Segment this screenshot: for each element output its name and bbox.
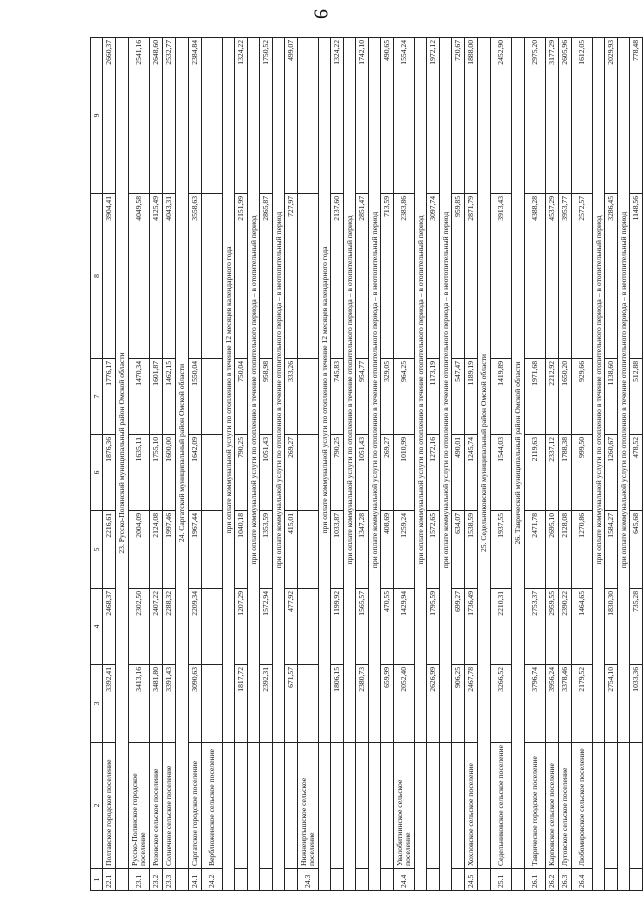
- tariff-value-cell: 1876,36: [103, 435, 116, 511]
- tariff-value-cell: 4537,29: [546, 194, 559, 359]
- district-title: 26. Таврический муниципальный район Омской области: [512, 38, 525, 869]
- row-number-cell: [427, 869, 440, 891]
- row-number-cell: 24.4: [394, 869, 415, 891]
- tariff-value-cell: 1997,46: [163, 511, 176, 589]
- tariff-value-cell: 2392,31: [260, 665, 273, 743]
- row-number-cell: 24.2: [202, 869, 223, 891]
- tariff-value-cell: [202, 435, 223, 511]
- header-cell: 4: [91, 589, 103, 665]
- district-section-row: [512, 38, 525, 891]
- tariff-value-cell: 490,01: [452, 435, 465, 511]
- table-row: [235, 38, 248, 891]
- tariff-value-cell: 2753,37: [525, 589, 546, 665]
- tariff-value-cell: 1033,87: [331, 511, 344, 589]
- tariff-value-cell: 2390,22: [559, 589, 572, 665]
- tariff-value-cell: 999,50: [572, 435, 593, 511]
- row-number-cell: 26.4: [572, 869, 593, 891]
- blank-cell: [478, 869, 491, 891]
- table-row: [260, 38, 273, 891]
- tariff-value-cell: 478,52: [630, 435, 643, 511]
- tariff-value-cell: [202, 589, 223, 665]
- tariff-value-cell: 1033,36: [630, 665, 643, 743]
- tariff-value-cell: 2288,32: [163, 589, 176, 665]
- tariff-value-cell: 3904,41: [103, 194, 116, 359]
- tariff-value-cell: 3558,63: [189, 194, 202, 359]
- tariff-value-cell: 3913,43: [491, 194, 512, 359]
- tariff-value-cell: 3953,77: [559, 194, 572, 359]
- tariff-value-cell: 2004,09: [129, 511, 150, 589]
- tariff-value-cell: 2605,96: [559, 38, 572, 194]
- tariff-value-cell: 3796,74: [525, 665, 546, 743]
- tariff-value-cell: 958,98: [260, 359, 273, 435]
- tariff-value-cell: 1419,89: [491, 359, 512, 435]
- settlement-name-cell: [605, 743, 618, 869]
- tariff-value-cell: 699,27: [452, 589, 465, 665]
- tariff-value-cell: 2209,34: [189, 589, 202, 665]
- tariff-value-cell: 1550,04: [189, 359, 202, 435]
- settlement-name-cell: [381, 743, 394, 869]
- tariff-value-cell: 1051,43: [260, 435, 273, 511]
- tariff-value-cell: 2179,52: [572, 665, 593, 743]
- row-number-cell: 26.1: [525, 869, 546, 891]
- tariff-value-cell: 2384,84: [189, 38, 202, 194]
- blank-cell: [273, 743, 285, 891]
- payment-mode-note: при оплате коммунальной услуги по отоплению в течение отопительного периода – в отопительный период: [344, 38, 356, 743]
- tariff-value-cell: 1572,65: [427, 511, 440, 589]
- tariff-value-cell: 1138,60: [605, 359, 618, 435]
- tariff-value-cell: 1245,74: [465, 435, 478, 511]
- tariff-value-cell: 2212,92: [546, 359, 559, 435]
- tariff-value-cell: 2380,73: [356, 665, 369, 743]
- row-number-cell: 24.3: [298, 869, 319, 891]
- row-number-cell: [452, 869, 465, 891]
- row-number-cell: 23.1: [129, 869, 150, 891]
- settlement-name-cell: Солнечное сельское поселение: [163, 743, 176, 869]
- tariff-value-cell: 1650,20: [559, 359, 572, 435]
- tariff-value-cell: 1937,55: [491, 511, 512, 589]
- tariff-value-cell: 929,66: [572, 359, 593, 435]
- row-number-cell: 24.1: [189, 869, 202, 891]
- tariff-value-cell: 1347,28: [356, 511, 369, 589]
- tariff-value-cell: 499,07: [285, 38, 298, 194]
- tariff-table: [90, 37, 643, 891]
- table-row: [129, 38, 150, 891]
- tariff-value-cell: 1972,12: [427, 38, 440, 194]
- tariff-value-cell: 1736,49: [465, 589, 478, 665]
- settlement-name-cell: [630, 743, 643, 869]
- table-row: [150, 38, 163, 891]
- district-title: 23. Русско-Полянский муниципальный район Омской области: [116, 38, 129, 869]
- payment-mode-note: при оплате коммунальной услуги по отоплению в течение отопительного периода – в неотопительный период: [369, 38, 381, 743]
- blank-cell: [512, 869, 525, 891]
- tariff-value-cell: [202, 665, 223, 743]
- tariff-value-cell: 3378,46: [559, 665, 572, 743]
- tariff-value-cell: [202, 194, 223, 359]
- tariff-value-cell: 2959,55: [546, 589, 559, 665]
- tariff-value-cell: 2532,77: [163, 38, 176, 194]
- district-title: 25. Седельниковский муниципальный район Омской области: [478, 38, 491, 869]
- tariff-value-cell: 659,99: [381, 665, 394, 743]
- tariff-value-cell: 2302,50: [129, 589, 150, 665]
- tariff-value-cell: 329,05: [381, 359, 394, 435]
- table-row: [572, 38, 593, 891]
- table-row: [491, 38, 512, 891]
- tariff-value-cell: [202, 511, 223, 589]
- payment-mode-note: при оплате коммунальной услуги по отоплению в течение 12 месяцев календарного года: [319, 38, 331, 743]
- tariff-value-cell: 1612,05: [572, 38, 593, 194]
- row-number-cell: [381, 869, 394, 891]
- tariff-value-cell: 547,47: [452, 359, 465, 435]
- row-number-cell: [356, 869, 369, 891]
- tariff-value-cell: 2468,37: [103, 589, 116, 665]
- row-number-cell: 26.3: [559, 869, 572, 891]
- settlement-name-cell: Таврическое городское поселение: [525, 743, 546, 869]
- tariff-value-cell: [298, 435, 319, 511]
- tariff-value-cell: 3391,43: [163, 665, 176, 743]
- row-number-cell: [605, 869, 618, 891]
- tariff-value-cell: 634,07: [452, 511, 465, 589]
- tariff-value-cell: 954,77: [356, 359, 369, 435]
- district-section-row: [478, 38, 491, 891]
- tariff-value-cell: 1635,11: [129, 435, 150, 511]
- tariff-value-cell: 1776,17: [103, 359, 116, 435]
- row-number-cell: [331, 869, 344, 891]
- row-number-cell: [630, 869, 643, 891]
- settlement-name-cell: Нижнеиртышское сельское поселение: [298, 743, 319, 869]
- tariff-value-cell: 2128,08: [559, 511, 572, 589]
- tariff-value-cell: 2865,87: [260, 194, 273, 359]
- tariff-value-cell: 2660,37: [103, 38, 116, 194]
- row-number-cell: 23.3: [163, 869, 176, 891]
- blank-cell: [248, 743, 260, 891]
- tariff-value-cell: 2407,22: [150, 589, 163, 665]
- settlement-name-cell: [331, 743, 344, 869]
- tariff-value-cell: 1148,56: [630, 194, 643, 359]
- payment-mode-note-row: [248, 38, 260, 891]
- district-section-row: [116, 38, 129, 891]
- tariff-value-cell: 2975,20: [525, 38, 546, 194]
- tariff-value-cell: 1544,03: [491, 435, 512, 511]
- tariff-value-cell: [298, 665, 319, 743]
- tariff-value-cell: 2052,40: [394, 665, 415, 743]
- tariff-value-cell: 1888,00: [465, 38, 478, 194]
- tariff-value-cell: 1817,72: [235, 665, 248, 743]
- header-cell: 5: [91, 511, 103, 589]
- tariff-value-cell: 2452,90: [491, 38, 512, 194]
- tariff-value-cell: 415,01: [285, 511, 298, 589]
- row-number-cell: [285, 869, 298, 891]
- settlement-name-cell: Верблюженское сельское поселение: [202, 743, 223, 869]
- tariff-value-cell: 790,25: [235, 435, 248, 511]
- settlement-name-cell: Любомировское сельское поселение: [572, 743, 593, 869]
- table-row: [285, 38, 298, 891]
- tariff-value-cell: 477,92: [285, 589, 298, 665]
- tariff-value-cell: 269,27: [285, 435, 298, 511]
- payment-mode-note: при оплате коммунальной услуги по отоплению в течение отопительного периода – в неотопительный период: [618, 38, 630, 743]
- tariff-value-cell: [202, 38, 223, 194]
- row-number-cell: 24.5: [465, 869, 478, 891]
- tariff-value-cell: 713,59: [381, 194, 394, 359]
- tariff-value-cell: 2695,10: [546, 511, 559, 589]
- row-number-cell: [260, 869, 273, 891]
- blank-cell: [344, 743, 356, 891]
- tariff-value-cell: 1429,94: [394, 589, 415, 665]
- header-cell: 2: [91, 743, 103, 869]
- tariff-value-cell: 3097,74: [427, 194, 440, 359]
- settlement-name-cell: Саргатское городское поселение: [189, 743, 202, 869]
- row-number-cell: [235, 869, 248, 891]
- table-row: [381, 38, 394, 891]
- table-row: [298, 38, 319, 891]
- tariff-value-cell: 2119,63: [525, 435, 546, 511]
- payment-mode-note-row: [273, 38, 285, 891]
- tariff-value-cell: 727,97: [285, 194, 298, 359]
- table-row: [356, 38, 369, 891]
- blank-cell: [440, 743, 452, 891]
- payment-mode-note-row: [369, 38, 381, 891]
- tariff-value-cell: 645,68: [630, 511, 643, 589]
- settlement-name-cell: Розовское сельское поселение: [150, 743, 163, 869]
- settlement-name-cell: Седельниковское сельское поселение: [491, 743, 512, 869]
- tariff-value-cell: 790,25: [331, 435, 344, 511]
- tariff-value-cell: 3266,52: [491, 665, 512, 743]
- tariff-value-cell: [298, 359, 319, 435]
- tariff-value-cell: 964,25: [394, 359, 415, 435]
- tariff-value-cell: 4125,49: [150, 194, 163, 359]
- blank-cell: [415, 743, 427, 891]
- tariff-value-cell: 2337,12: [546, 435, 559, 511]
- payment-mode-note: при оплате коммунальной услуги по отоплению в течение отопительного периода – в неотопительный период: [440, 38, 452, 743]
- tariff-value-cell: 4388,28: [525, 194, 546, 359]
- tariff-value-cell: 1584,27: [605, 511, 618, 589]
- tariff-value-cell: 2626,99: [427, 665, 440, 743]
- district-section-row: [176, 38, 189, 891]
- settlement-name-cell: [452, 743, 465, 869]
- payment-mode-note-row: [344, 38, 356, 891]
- tariff-value-cell: 1324,22: [331, 38, 344, 194]
- tariff-value-cell: 750,04: [235, 359, 248, 435]
- tariff-value-cell: 512,88: [630, 359, 643, 435]
- tariff-value-cell: 1642,09: [189, 435, 202, 511]
- tariff-value-cell: 3392,41: [103, 665, 116, 743]
- payment-mode-note: при оплате коммунальной услуги по отоплению в течение отопительного периода – в неотопительный период: [273, 38, 285, 743]
- tariff-value-cell: 1565,57: [356, 589, 369, 665]
- payment-mode-note-row: [593, 38, 605, 891]
- header-cell: 6: [91, 435, 103, 511]
- tariff-value-cell: [298, 589, 319, 665]
- settlement-name-cell: Карповское сельское поселение: [546, 743, 559, 869]
- tariff-value-cell: 1207,29: [235, 589, 248, 665]
- table-row: [331, 38, 344, 891]
- tariff-value-cell: [298, 511, 319, 589]
- blank-cell: [116, 869, 129, 891]
- tariff-value-cell: 3413,16: [129, 665, 150, 743]
- header-cell: 7: [91, 359, 103, 435]
- tariff-value-cell: 1750,52: [260, 38, 273, 194]
- table-row: [465, 38, 478, 891]
- tariff-value-cell: 3286,45: [605, 194, 618, 359]
- table-row: [163, 38, 176, 891]
- settlement-name-cell: [260, 743, 273, 869]
- tariff-value-cell: 2124,08: [150, 511, 163, 589]
- tariff-value-cell: 1470,34: [129, 359, 150, 435]
- tariff-value-cell: 1600,00: [163, 435, 176, 511]
- table-row: [394, 38, 415, 891]
- tariff-value-cell: 2467,78: [465, 665, 478, 743]
- payment-mode-note-row: [415, 38, 427, 891]
- tariff-value-cell: 1260,67: [605, 435, 618, 511]
- tariff-value-cell: 1272,16: [427, 435, 440, 511]
- tariff-value-cell: 1259,24: [394, 511, 415, 589]
- settlement-name-cell: [285, 743, 298, 869]
- tariff-value-cell: [202, 359, 223, 435]
- district-title: 24. Саргатский муниципальный район Омской области: [176, 38, 189, 869]
- tariff-value-cell: 2216,61: [103, 511, 116, 589]
- tariff-value-cell: 1795,59: [427, 589, 440, 665]
- tariff-value-cell: 1788,38: [559, 435, 572, 511]
- tariff-value-cell: 1538,59: [465, 511, 478, 589]
- tariff-table-container: [90, 38, 641, 891]
- tariff-value-cell: 720,67: [452, 38, 465, 194]
- tariff-value-cell: 1967,44: [189, 511, 202, 589]
- tariff-value-cell: 3481,80: [150, 665, 163, 743]
- table-row: [546, 38, 559, 891]
- payment-mode-note: при оплате коммунальной услуги по отоплению в течение отопительного периода – в отопительный период: [593, 38, 605, 743]
- tariff-value-cell: 3956,24: [546, 665, 559, 743]
- payment-mode-note: при оплате коммунальной услуги по отоплению в течение отопительного периода – в отопительный период: [415, 38, 427, 743]
- tariff-value-cell: 490,65: [381, 38, 394, 194]
- payment-mode-note: при оплате коммунальной услуги по отоплению в течение 12 месяцев календарного года: [223, 38, 235, 743]
- settlement-name-cell: [356, 743, 369, 869]
- header-cell: 8: [91, 194, 103, 359]
- header-cell: 3: [91, 665, 103, 743]
- tariff-value-cell: 1173,19: [427, 359, 440, 435]
- tariff-value-cell: 269,27: [381, 435, 394, 511]
- table-row: [559, 38, 572, 891]
- blank-cell: [176, 869, 189, 891]
- table-row: [605, 38, 618, 891]
- payment-mode-note-row: [618, 38, 630, 891]
- table-row: [427, 38, 440, 891]
- tariff-value-cell: 2871,79: [465, 194, 478, 359]
- tariff-value-cell: 1040,18: [235, 511, 248, 589]
- tariff-value-cell: 333,26: [285, 359, 298, 435]
- tariff-value-cell: 2471,78: [525, 511, 546, 589]
- tariff-value-cell: 745,83: [331, 359, 344, 435]
- table-row: [202, 38, 223, 891]
- tariff-value-cell: 2151,99: [235, 194, 248, 359]
- tariff-value-cell: 671,57: [285, 665, 298, 743]
- tariff-value-cell: 906,25: [452, 665, 465, 743]
- tariff-value-cell: 1462,15: [163, 359, 176, 435]
- tariff-value-cell: 1806,15: [331, 665, 344, 743]
- settlement-name-cell: Русско-Полянское городское поселение: [129, 743, 150, 869]
- settlement-name-cell: Луговское сельское поселение: [559, 743, 572, 869]
- tariff-value-cell: 1601,87: [150, 359, 163, 435]
- tariff-value-cell: 2210,31: [491, 589, 512, 665]
- payment-mode-note-row: [223, 38, 235, 891]
- tariff-value-cell: 1199,92: [331, 589, 344, 665]
- tariff-value-cell: 2754,10: [605, 665, 618, 743]
- page-number: 9: [309, 9, 332, 19]
- row-number-cell: 26.2: [546, 869, 559, 891]
- tariff-value-cell: 1324,22: [235, 38, 248, 194]
- tariff-value-cell: 4049,58: [129, 194, 150, 359]
- settlement-name-cell: [427, 743, 440, 869]
- tariff-value-cell: 1010,99: [394, 435, 415, 511]
- header-cell: 9: [91, 38, 103, 194]
- tariff-value-cell: 2137,60: [331, 194, 344, 359]
- settlement-name-cell: Увалобитиинское сельское поселение: [394, 743, 415, 869]
- tariff-value-cell: 1971,68: [525, 359, 546, 435]
- tariff-value-cell: 1572,94: [260, 589, 273, 665]
- tariff-value-cell: 1554,24: [394, 38, 415, 194]
- tariff-value-cell: 470,55: [381, 589, 394, 665]
- tariff-value-cell: 1742,10: [356, 38, 369, 194]
- tariff-value-cell: 2541,16: [129, 38, 150, 194]
- tariff-value-cell: 1189,19: [465, 359, 478, 435]
- tariff-value-cell: [298, 38, 319, 194]
- table-row: [525, 38, 546, 891]
- tariff-value-cell: 3090,63: [189, 665, 202, 743]
- tariff-value-cell: 1830,30: [605, 589, 618, 665]
- blank-cell: [593, 743, 605, 891]
- tariff-value-cell: 1051,43: [356, 435, 369, 511]
- tariff-value-cell: 4043,31: [163, 194, 176, 359]
- tariff-value-cell: 778,48: [630, 38, 643, 194]
- blank-cell: [319, 743, 331, 891]
- tariff-value-cell: 2383,86: [394, 194, 415, 359]
- tariff-value-cell: 2029,93: [605, 38, 618, 194]
- table-body: [103, 38, 643, 891]
- tariff-value-cell: 1270,86: [572, 511, 593, 589]
- tariff-value-cell: 735,28: [630, 589, 643, 665]
- table-row: [103, 38, 116, 891]
- payment-mode-note-row: [319, 38, 331, 891]
- tariff-value-cell: 1755,10: [150, 435, 163, 511]
- payment-mode-note: при оплате коммунальной услуги по отоплению в течение отопительного периода – в отопительный период: [248, 38, 260, 743]
- payment-mode-note-row: [440, 38, 452, 891]
- table-row: [452, 38, 465, 891]
- tariff-value-cell: 1353,59: [260, 511, 273, 589]
- table-row: [189, 38, 202, 891]
- blank-cell: [223, 743, 235, 891]
- blank-cell: [369, 743, 381, 891]
- tariff-value-cell: 959,85: [452, 194, 465, 359]
- tariff-value-cell: 3177,29: [546, 38, 559, 194]
- settlement-name-cell: [235, 743, 248, 869]
- tariff-value-cell: [298, 194, 319, 359]
- row-number-cell: 23.2: [150, 869, 163, 891]
- tariff-value-cell: 2572,57: [572, 194, 593, 359]
- row-number-cell: 25.1: [491, 869, 512, 891]
- tariff-value-cell: 2851,47: [356, 194, 369, 359]
- tariff-value-cell: 408,69: [381, 511, 394, 589]
- tariff-value-cell: 2648,60: [150, 38, 163, 194]
- header-row: [91, 38, 103, 891]
- tariff-value-cell: 1464,65: [572, 589, 593, 665]
- settlement-name-cell: Хохловское сельское поселение: [465, 743, 478, 869]
- header-cell: 1: [91, 869, 103, 891]
- row-number-cell: 22.1: [103, 869, 116, 891]
- table-row: [630, 38, 643, 891]
- settlement-name-cell: Полтавское городское поселение: [103, 743, 116, 869]
- blank-cell: [618, 743, 630, 891]
